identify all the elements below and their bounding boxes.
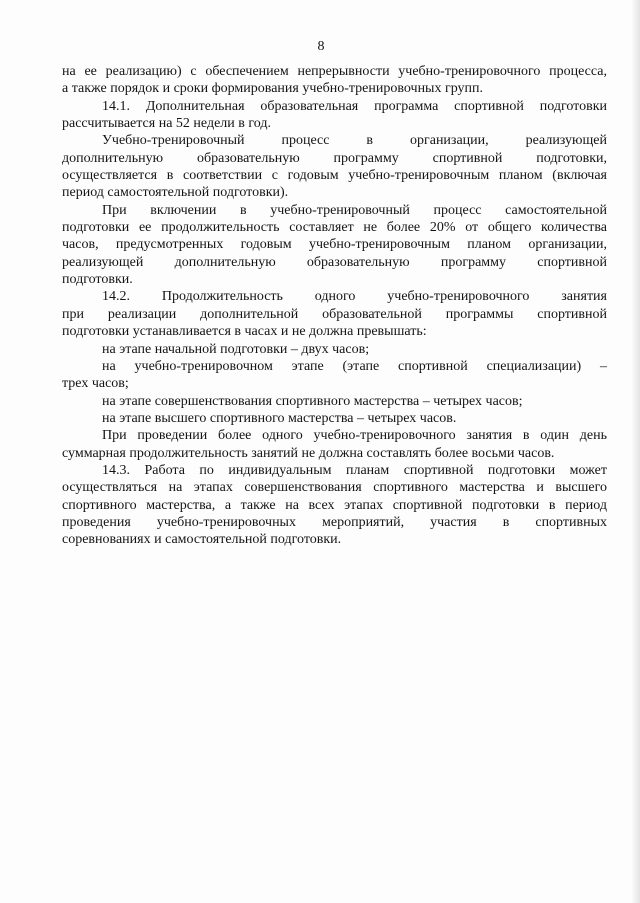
list-item-improvement-stage (62, 393, 607, 410)
text-line: на ее реализацию) с обеспечением непрерывности учебно-тренировочного процесса, (62, 64, 607, 79)
paragraph-14-1 (62, 98, 607, 133)
paragraph-continuation (62, 63, 607, 98)
text-line: рассчитывается на 52 недели в год. (62, 116, 271, 132)
body-text (62, 63, 607, 549)
text-line: 14.2. Продолжительность одного учебно-тренировочного занятия (102, 289, 607, 305)
text-line: подготовки ее продолжительность составляет не более 20% от общего количества (62, 220, 607, 236)
text-line: дополнительную образовательную программу спортивной подготовки, (62, 150, 607, 166)
paragraph-daily-limit (62, 427, 607, 462)
text-line: При проведении более одного учебно-тренировочного занятия в один день (102, 428, 607, 444)
text-line: на этапе начальной подготовки – двух часов; (102, 341, 370, 357)
text-line: трех часов; (62, 376, 129, 392)
text-line: при реализации дополнительной образовательной программы спортивной (62, 306, 607, 322)
text-line: осуществляться на этапах совершенствования спортивного мастерства и высшего (62, 480, 607, 496)
text-line: При включении в учебно-тренировочный процесс самостоятельной (102, 202, 607, 218)
list-item-higher-mastery-stage (62, 410, 607, 427)
paragraph-training-process (62, 132, 607, 201)
text-line: на этапе совершенствования спортивного мастерства – четырех часов; (102, 393, 523, 409)
text-line: Учебно-тренировочный процесс в организации, реализующей (102, 133, 607, 149)
paragraph-self-training (62, 202, 607, 289)
text-line: реализующей дополнительную образовательную программу спортивной (62, 254, 607, 270)
text-line: часов, предусмотренных годовым учебно-тренировочным планом организации, (62, 237, 607, 253)
text-line: подготовки. (62, 272, 133, 288)
text-line: соревнованиях и самостоятельной подготовки. (62, 532, 342, 548)
text-line: 14.1. Дополнительная образовательная программа спортивной подготовки (102, 98, 607, 114)
text-line: на этапе высшего спортивного мастерства – четырех часов. (102, 410, 457, 426)
page-edge-shadow (631, 0, 640, 903)
list-item-initial-stage (62, 341, 607, 358)
text-line: проведения учебно-тренировочных мероприятий, участия в спортивных (62, 514, 607, 530)
text-line: осуществляется в соответствии с годовым учебно-тренировочным планом (включая (62, 168, 607, 184)
text-line: спортивного мастерства, а также на всех этапах спортивной подготовки в период (62, 497, 607, 513)
text-line: суммарная продолжительность занятий не должна составлять более восьми часов. (62, 445, 555, 461)
text-line: а также порядок и сроки формирования учебно-тренировочных групп. (62, 81, 484, 97)
list-item-training-stage (62, 358, 607, 393)
paragraph-14-2 (62, 288, 607, 340)
text-line: на учебно-тренировочном этапе (этапе спортивной специализации) – (102, 358, 607, 374)
page-number: 8 (317, 39, 325, 54)
text-line: подготовки устанавливается в часах и не должна превышать: (62, 324, 427, 340)
paragraph-14-3 (62, 462, 607, 549)
text-line: 14.3. Работа по индивидуальным планам спортивной подготовки может (102, 462, 607, 478)
text-line: период самостоятельной подготовки). (62, 185, 289, 201)
